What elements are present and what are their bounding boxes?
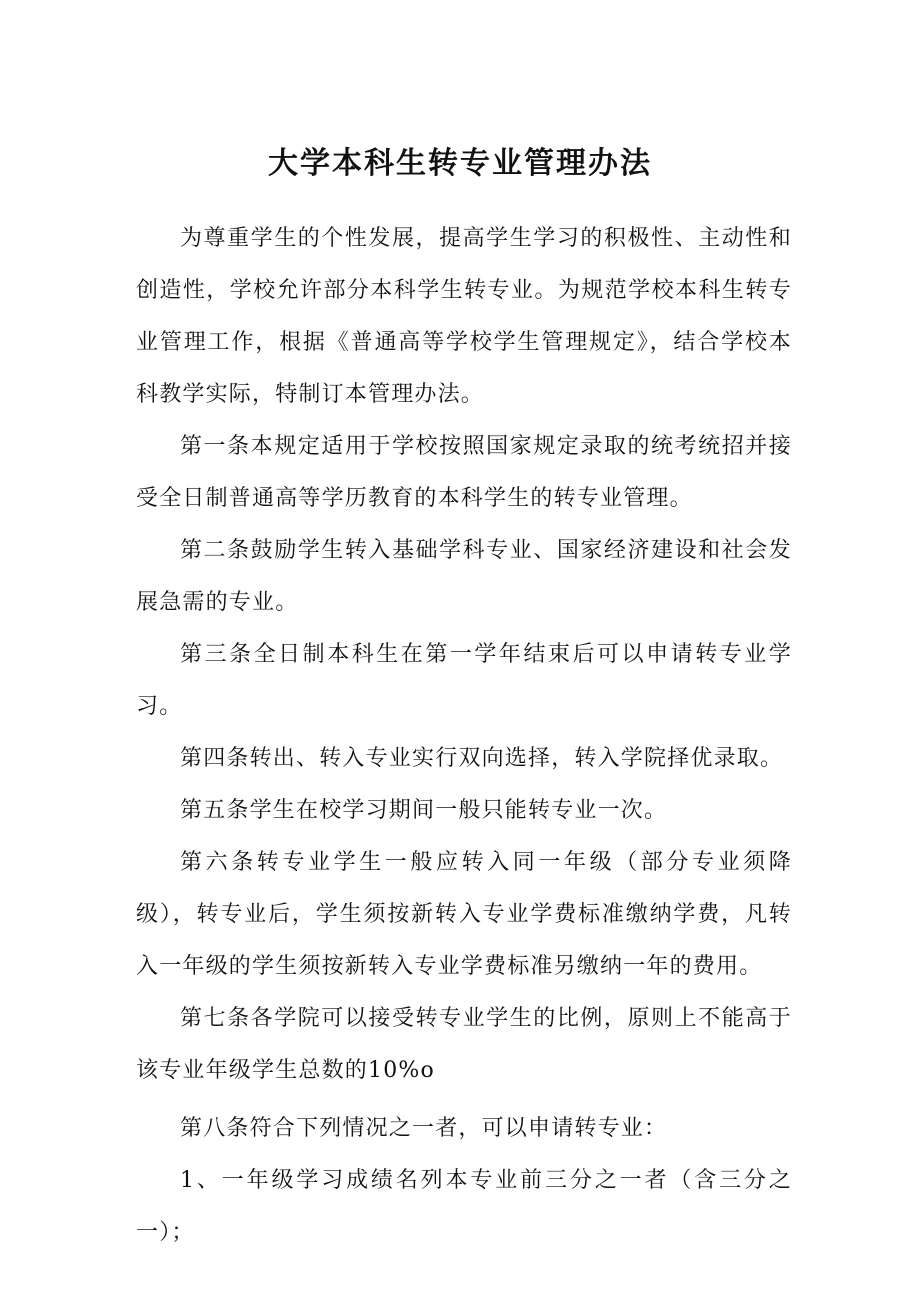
document-title: 大学本科生转专业管理办法 <box>268 146 652 181</box>
article-1-paragraph: 第一条本规定适用于学校按照国家规定录取的统考统招并接受全日制普通高等学历教育的本科学生的转专业管理。 <box>136 434 792 511</box>
article-4-paragraph: 第四条转出、转入专业实行双向选择，转入学院择优录取。 <box>180 746 784 771</box>
article-8-paragraph: 第八条符合下列情况之一者，可以申请转专业： <box>180 1116 668 1141</box>
article-2-paragraph: 第二条鼓励学生转入基础学科专业、国家经济建设和社会发展急需的专业。 <box>136 538 792 615</box>
intro-paragraph: 为尊重学生的个性发展，提高学生学习的积极性、主动性和创造性，学校允许部分本科学生转专业。为规范学校本科生转专业管理工作，根据《普通高等学校学生管理规定》，结合学校本科教学实际，特制订本管理办法。 <box>136 226 792 407</box>
article-7-paragraph: 第七条各学院可以接受转专业学生的比例，原则上不能高于该专业年级学生总数的10%o <box>136 1006 792 1083</box>
article-8-item-1: 1、一年级学习成绩名列本专业前三分之一者（含三分之一）； <box>136 1168 792 1245</box>
document-body <box>136 213 792 1259</box>
article-5-paragraph: 第五条学生在校学习期间一般只能转专业一次。 <box>180 798 668 823</box>
article-3-paragraph: 第三条全日制本科生在第一学年结束后可以申请转专业学习。 <box>136 642 792 719</box>
article-6-paragraph: 第六条转专业学生一般应转入同一年级（部分专业须降级），转专业后，学生须按新转入专业学费标准缴纳学费，凡转入一年级的学生须按新转入专业学费标准另缴纳一年的费用。 <box>136 850 792 979</box>
